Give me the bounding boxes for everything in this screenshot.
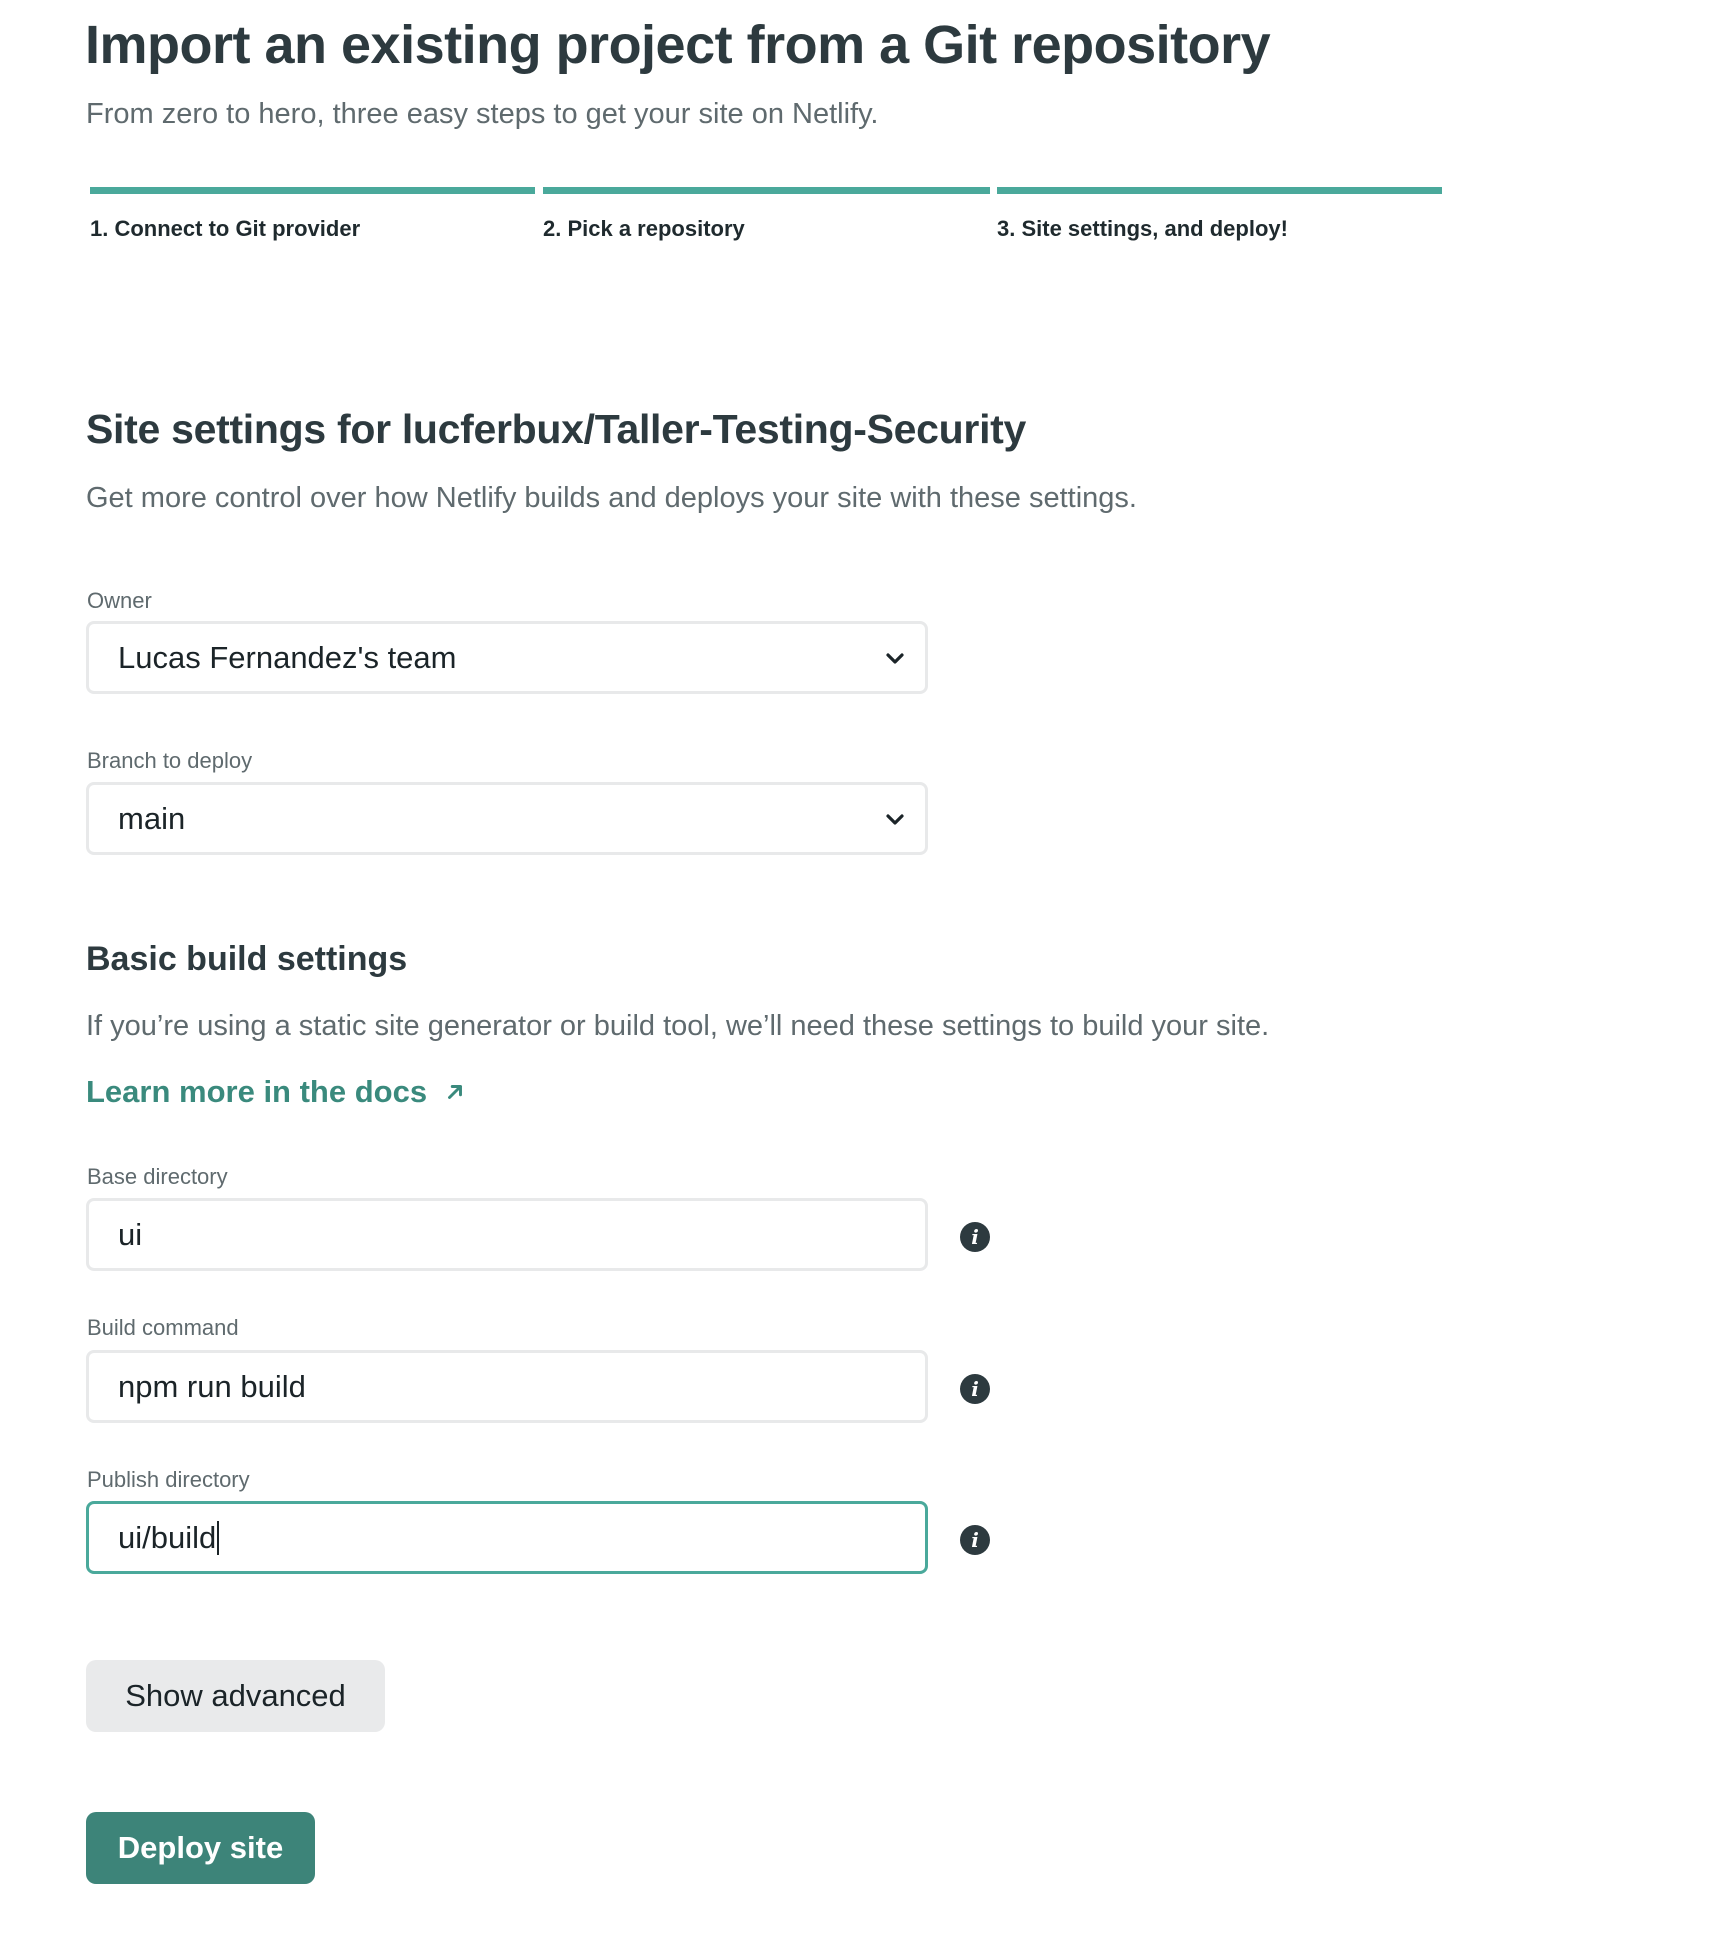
build-command-value: npm run build bbox=[118, 1368, 306, 1404]
page-subtitle: From zero to hero, three easy steps to get your site on Netlify. bbox=[86, 98, 879, 130]
arrow-up-right-icon bbox=[444, 1081, 466, 1103]
site-settings-heading: Site settings for lucferbux/Taller-Testing-Security bbox=[86, 406, 1027, 452]
text-cursor bbox=[217, 1521, 219, 1555]
publish-directory-label: Publish directory bbox=[87, 1467, 250, 1492]
step-1-progress-bar bbox=[90, 187, 535, 194]
chevron-down-icon bbox=[883, 646, 907, 670]
base-directory-label: Base directory bbox=[87, 1164, 228, 1189]
build-settings-description: If you’re using a static site generator or build tool, we’ll need these settings to build your site. bbox=[86, 1010, 1270, 1042]
base-directory-input[interactable] bbox=[86, 1198, 928, 1271]
deploy-site-button[interactable]: Deploy site bbox=[86, 1812, 315, 1884]
step-2-progress-bar bbox=[543, 187, 990, 194]
owner-select[interactable] bbox=[86, 621, 928, 694]
base-directory-value: ui bbox=[118, 1216, 143, 1252]
branch-select[interactable] bbox=[86, 782, 928, 855]
publish-directory-input[interactable] bbox=[86, 1501, 928, 1574]
publish-directory-value: ui/build bbox=[118, 1519, 217, 1555]
info-icon[interactable]: i bbox=[960, 1374, 990, 1404]
site-settings-description: Get more control over how Netlify builds and deploys your site with these settings. bbox=[86, 482, 1137, 514]
step-2-label: 2. Pick a repository bbox=[543, 216, 745, 241]
owner-label: Owner bbox=[87, 588, 152, 613]
step-1-label: 1. Connect to Git provider bbox=[90, 216, 361, 241]
docs-link-label: Learn more in the docs bbox=[86, 1074, 428, 1109]
docs-link[interactable] bbox=[86, 1074, 466, 1110]
branch-select-value: main bbox=[118, 800, 186, 836]
page-title: Import an existing project from a Git repository bbox=[85, 15, 1271, 75]
build-command-label: Build command bbox=[87, 1315, 239, 1340]
branch-label: Branch to deploy bbox=[87, 748, 253, 773]
step-3-progress-bar bbox=[997, 187, 1442, 194]
info-icon[interactable]: i bbox=[960, 1525, 990, 1555]
chevron-down-icon bbox=[883, 807, 907, 831]
owner-select-value: Lucas Fernandez's team bbox=[118, 639, 457, 675]
build-settings-heading: Basic build settings bbox=[86, 940, 408, 978]
info-icon[interactable]: i bbox=[960, 1222, 990, 1252]
build-command-input[interactable] bbox=[86, 1350, 928, 1423]
step-3-label: 3. Site settings, and deploy! bbox=[997, 216, 1288, 241]
show-advanced-button[interactable]: Show advanced bbox=[86, 1660, 385, 1732]
